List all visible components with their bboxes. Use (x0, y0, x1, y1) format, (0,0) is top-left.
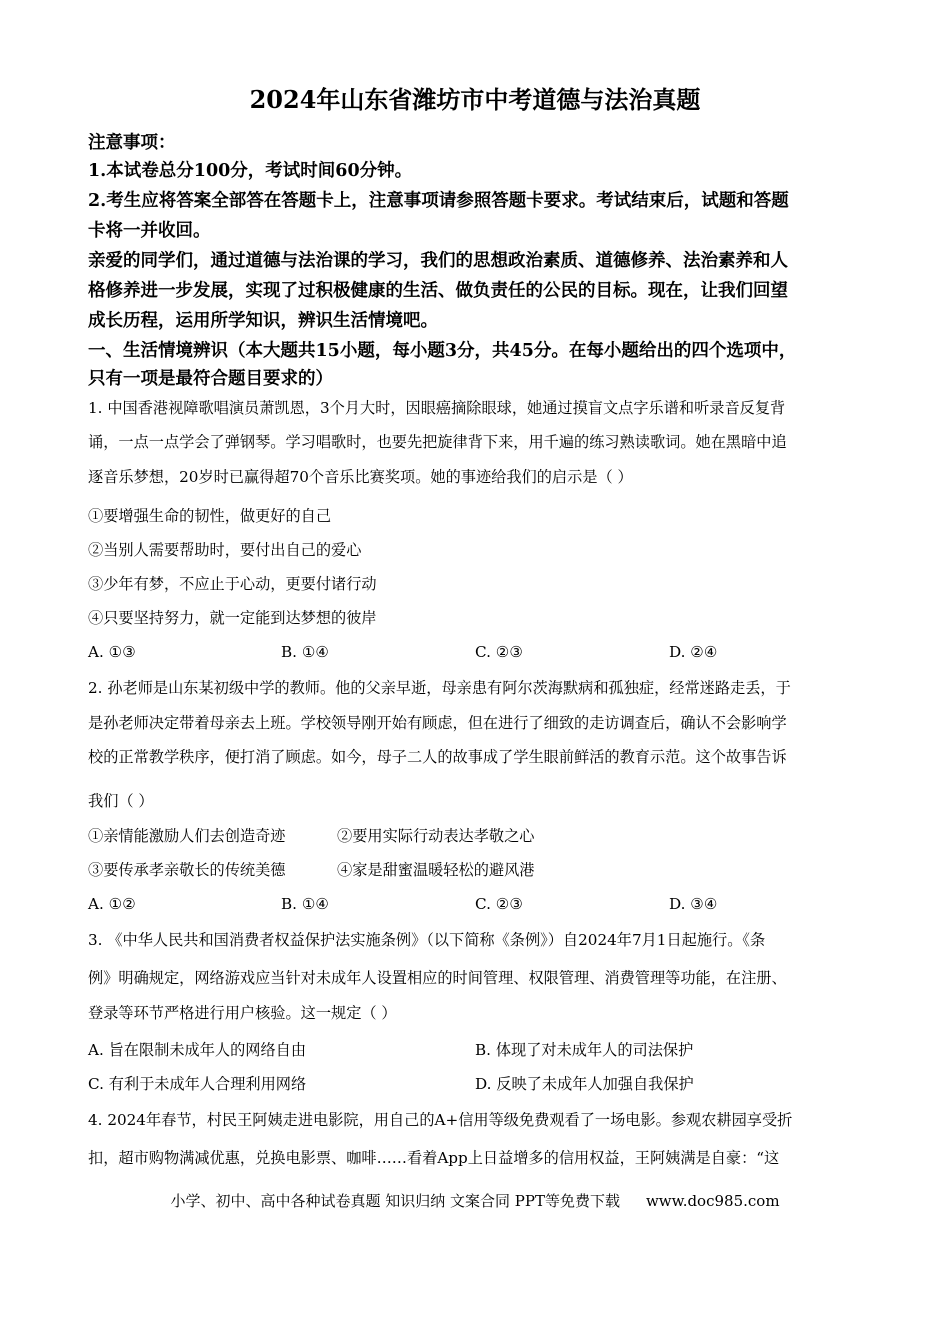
q2-option-d: D. ③④ (669, 895, 718, 913)
q1-statement-4: ④只要坚持努力，就一定能到达梦想的彼岸 (88, 609, 377, 627)
q3-option-b: B. 体现了对未成年人的司法保护 (475, 1041, 694, 1059)
q2-statement-1: ①亲情能激励人们去创造奇迹 (88, 827, 286, 845)
notes-item-2-line-1: 2.考生应将答案全部答在答题卡上，注意事项请参照答题卡要求。考试结束后，试题和答题 (88, 191, 789, 211)
page-title: 2024年山东省潍坊市中考道德与法治真题 (249, 85, 701, 114)
q1-option-a: A. ①③ (88, 643, 136, 661)
section-heading-line-2: 只有一项是最符合题目要求的） (88, 369, 333, 389)
footer-text: 小学、初中、高中各种试卷真题 知识归纳 文案合同 PPT等免费下载 (170, 1192, 620, 1210)
page-footer (0, 1190, 950, 1212)
q2-statement-2: ②要用实际行动表达孝敬之心 (337, 827, 535, 845)
q1-stem-line-2: 诵，一点一点学会了弹钢琴。学习唱歌时，也要先把旋律背下来，用千遍的练习熟读歌词。她在黑暗中追 (88, 433, 787, 451)
intro-line-1: 亲爱的同学们，通过道德与法治课的学习，我们的思想政治素质、道德修养、法治素养和人 (88, 251, 788, 271)
intro-line-3: 成长历程，运用所学知识，辨识生活情境吧。 (88, 311, 438, 331)
q1-option-d: D. ②④ (669, 643, 718, 661)
q1-statement-2: ②当别人需要帮助时，要付出自己的爱心 (88, 541, 362, 559)
q2-option-a: A. ①② (88, 895, 136, 913)
q2-option-b: B. ①④ (281, 895, 330, 913)
notes-item-2-line-2: 卡将一并收回。 (88, 221, 211, 241)
q1-statement-1: ①要增强生命的韧性，做更好的自己 (88, 507, 331, 525)
q1-stem-line-1: 1. 中国香港视障歌唱演员萧凯恩，3个月大时，因眼癌摘除眼球，她通过摸盲文点字乐谱和听录音反复背 (88, 399, 786, 417)
footer-url[interactable]: www.doc985.com (645, 1192, 780, 1210)
notes-item-1: 1.本试卷总分100分，考试时间60分钟。 (88, 161, 413, 181)
notes-heading: 注意事项： (88, 133, 176, 153)
q1-statement-3: ③少年有梦，不应止于心动，更要付诸行动 (88, 575, 377, 593)
q3-option-d: D. 反映了未成年人加强自我保护 (475, 1075, 694, 1093)
q2-statement-3: ③要传承孝亲敬长的传统美德 (88, 861, 286, 879)
q2-option-c: C. ②③ (475, 895, 523, 913)
q3-option-c: C. 有利于未成年人合理利用网络 (88, 1075, 307, 1093)
q1-option-c: C. ②③ (475, 643, 523, 661)
q2-statement-4: ④家是甜蜜温暖轻松的避风港 (337, 861, 535, 879)
q3-stem-line-3: 登录等环节严格进行用户核验。这一规定（ ） (88, 1004, 397, 1022)
q4-stem-line-2: 扣，超市购物满减优惠，兑换电影票、咖啡……看着App上日益增多的信用权益，王阿姨满是自豪：“这 (88, 1149, 780, 1167)
q4-stem-line-1: 4. 2024年春节，村民王阿姨走进电影院，用自己的A+信用等级免费观看了一场电影。参观农耕园享受折 (88, 1111, 793, 1129)
q3-option-a: A. 旨在限制未成年人的网络自由 (88, 1041, 307, 1059)
q3-stem-line-2: 例》明确规定，网络游戏应当针对未成年人设置相应的时间管理、权限管理、消费管理等功能，在注册、 (88, 969, 787, 987)
section-heading-line-1: 一、生活情境辨识（本大题共15小题，每小题3分，共45分。在每小题给出的四个选项中， (88, 341, 797, 361)
q2-stem-line-1: 2. 孙老师是山东某初级中学的教师。他的父亲早逝，母亲患有阿尔茨海默病和孤独症，经常迷路走丢，于 (88, 679, 791, 697)
q2-stem-line-4: 我们（ ） (88, 792, 154, 810)
q1-option-b: B. ①④ (281, 643, 330, 661)
intro-line-2: 格修养进一步发展，实现了过积极健康的生活、做负责任的公民的目标。现在，让我们回望 (88, 281, 788, 301)
q3-stem-line-1: 3. 《中华人民共和国消费者权益保护法实施条例》（以下简称《条例》）自2024年7月1日起施行。《条 (88, 931, 766, 949)
q2-stem-line-2: 是孙老师决定带着母亲去上班。学校领导刚开始有顾虑，但在进行了细致的走访调查后，确认不会影响学 (88, 714, 787, 732)
q2-stem-line-3: 校的正常教学秩序，便打消了顾虑。如今，母子二人的故事成了学生眼前鲜活的教育示范。这个故事告诉 (88, 748, 787, 766)
q1-stem-line-3: 逐音乐梦想，20岁时已赢得超70个音乐比赛奖项。她的事迹给我们的启示是（ ） (88, 468, 633, 486)
